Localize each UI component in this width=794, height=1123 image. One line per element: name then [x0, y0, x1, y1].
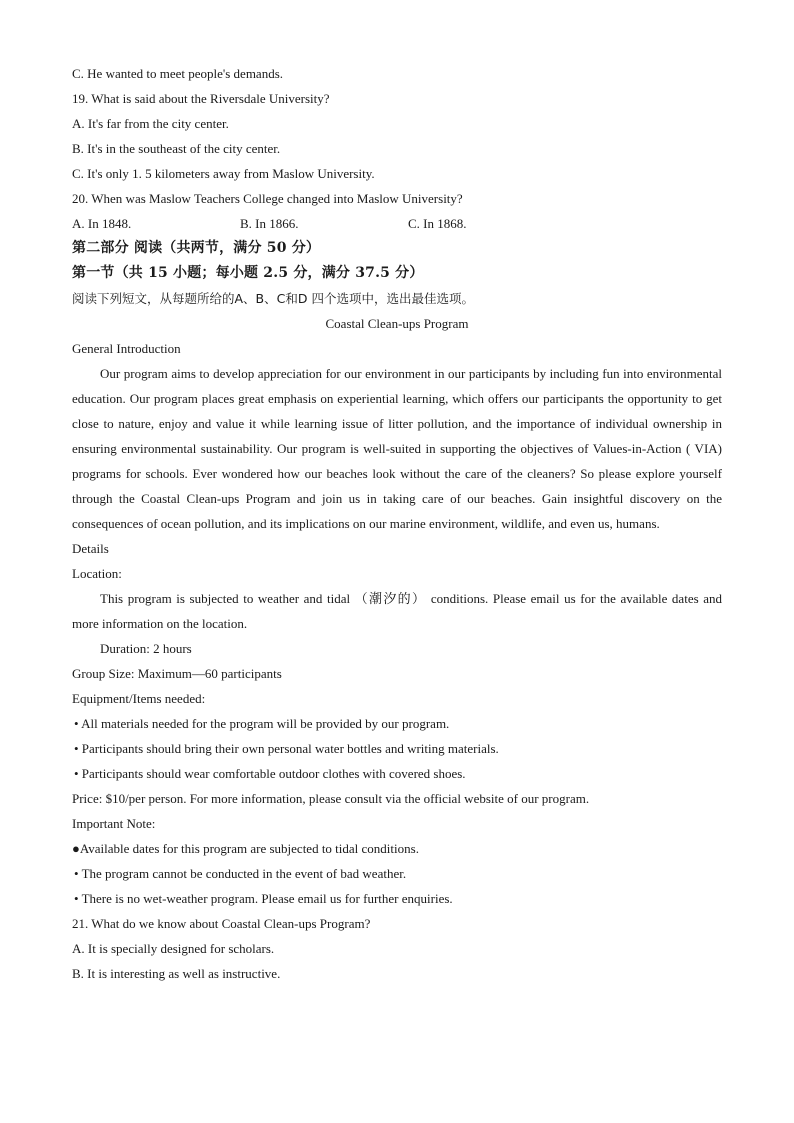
passage-title: Coastal Clean-ups Program	[325, 316, 469, 331]
intro-paragraph: Our program aims to develop appreciation for our environment in our participants by including fun into environmental education. Our program places great emphasis on experiential learning, which offers our participants the opportunity to get close to nature, enjoy and value it while learning issue of litter pollution, and the importance of individual ownership in ensuring environmental sustainability. Our program is well-suited in supporting the objectives of Values-in-Action ( VIA) programs for schools. Ever wondered how our beaches look without the care of the cleaners? So please explore yourself through the Coastal Clean-ups Program and join us in taking care of our beaches. Gain insightful discovery on the consequences of ocean pollution, and its implications on our marine environment, wildlife, and even us, humans.	[72, 366, 722, 531]
q21-option-b: B. It is interesting as well as instructive.	[72, 966, 281, 981]
note-item: • The program cannot be conducted in the event of bad weather.	[74, 866, 407, 881]
q20-stem: 20. When was Maslow Teachers College changed into Maslow University?	[72, 191, 463, 206]
important-note-label: Important Note:	[72, 816, 156, 831]
price: Price: $10/per person. For more information, please consult via the official website of our program.	[72, 791, 590, 806]
note-item: ●Available dates for this program are subjected to tidal conditions.	[72, 841, 419, 856]
q20-option-b: B. In 1866.	[240, 216, 299, 231]
location-label: Location:	[72, 566, 122, 581]
q20-option-a: A. In 1848.	[72, 216, 132, 231]
duration: Duration: 2 hours	[100, 641, 192, 656]
q18-option-c: C. He wanted to meet people's demands.	[72, 66, 284, 81]
section1-heading: 第一节（共 15 小题；每小题 2.5 分，满分 37.5 分）	[72, 265, 424, 281]
reading-instruction: 阅读下列短文，从每题所给的A、B、C和D 四个选项中，选出最佳选项。	[72, 291, 474, 306]
q19-option-a: A. It's far from the city center.	[72, 116, 229, 131]
q21-option-a: A. It is specially designed for scholars.	[72, 941, 275, 956]
q20-options	[72, 211, 722, 236]
q19-option-c: C. It's only 1. 5 kilometers away from Maslow University.	[72, 166, 375, 181]
part2-heading: 第二部分 阅读（共两节，满分 50 分）	[72, 240, 321, 256]
equipment-item: • Participants should wear comfortable outdoor clothes with covered shoes.	[74, 766, 466, 781]
equipment-label: Equipment/Items needed:	[72, 691, 206, 706]
q20-option-c: C. In 1868.	[408, 216, 467, 231]
general-intro-label: General Introduction	[72, 341, 181, 356]
note-item: • There is no wet-weather program. Please email us for further enquiries.	[74, 891, 453, 906]
group-size: Group Size: Maximum—60 participants	[72, 666, 282, 681]
location-text: This program is subjected to weather and tidal （潮汐的） conditions. Please email us for the available dates and more information on the location.	[72, 591, 722, 631]
q21-stem: 21. What do we know about Coastal Clean-ups Program?	[72, 916, 371, 931]
q19-stem: 19. What is said about the Riversdale University?	[72, 91, 330, 106]
equipment-item: • All materials needed for the program will be provided by our program.	[74, 716, 450, 731]
exam-page	[72, 61, 722, 986]
q19-option-b: B. It's in the southeast of the city center.	[72, 141, 281, 156]
equipment-item: • Participants should bring their own personal water bottles and writing materials.	[74, 741, 499, 756]
details-label: Details	[72, 541, 109, 556]
